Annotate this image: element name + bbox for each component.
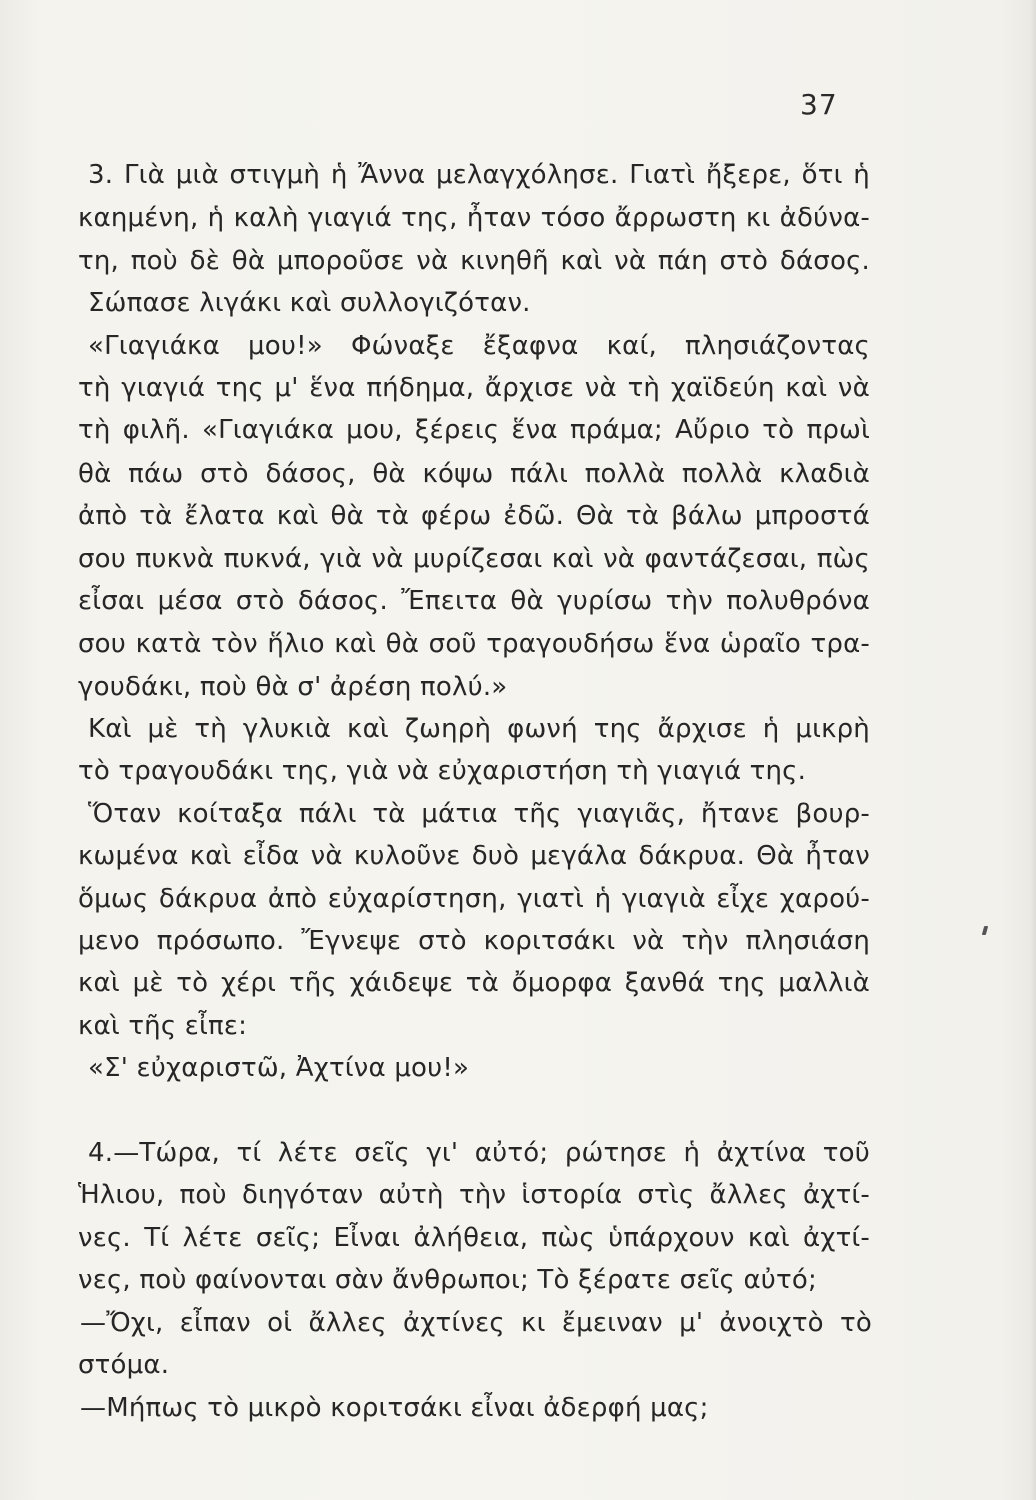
text-line: σου πυκνὰ πυκνά, γιὰ νὰ μυρίζεσαι καὶ νὰ φαντάζεσαι, πὼς [78, 544, 870, 574]
text-line: ἀπὸ τὰ ἔλατα καὶ θὰ τὰ φέρω ἐδῶ. Θὰ τὰ βάλω μπροστά [78, 501, 870, 531]
text-line: «Γιαγιάκα μου!» Φώναξε ἔξαφνα καί, πλησιάζοντας [88, 331, 870, 361]
text-line: τὴ φιλῆ. «Γιαγιάκα μου, ξέρεις ἕνα πράμα; Αὔριο τὸ πρωὶ [78, 415, 870, 445]
text-line: νες, ποὺ φαίνονται σὰν ἄνθρωποι; Τὸ ξέρατε σεῖς αὐτό; [78, 1265, 817, 1295]
text-line: ὅμως δάκρυα ἀπὸ εὐχαρίστηση, γιατὶ ἡ γιαγιὰ εἶχε χαρού- [78, 884, 870, 914]
text-line: τὴ γιαγιά της μ' ἕνα πήδημα, ἄρχισε νὰ τὴ χαϊδεύη καὶ νὰ [78, 373, 870, 403]
text-line: Καὶ μὲ τὴ γλυκιὰ καὶ ζωηρὴ φωνή της ἄρχισε ἡ μικρὴ [88, 714, 870, 744]
page-number: 37 [800, 88, 838, 121]
text-line: σου κατὰ τὸν ἥλιο καὶ θὰ σοῦ τραγουδήσω ἕνα ὡραῖο τρα- [78, 629, 870, 659]
text-line: τη, ποὺ δὲ θὰ μποροῦσε νὰ κινηθῆ καὶ νὰ πάη στὸ δάσος. [78, 246, 870, 276]
text-line: Σώπασε λιγάκι καὶ συλλογιζόταν. [88, 288, 531, 318]
text-line: θὰ πάω στὸ δάσος, θὰ κόψω πάλι πολλὰ πολλὰ κλαδιὰ [78, 459, 870, 489]
text-line: γουδάκι, ποὺ θὰ σ' ἀρέση πολύ.» [78, 672, 508, 702]
text-line: καὶ τῆς εἶπε: [78, 1011, 248, 1041]
text-line: —Ὄχι, εἶπαν οἱ ἄλλες ἀχτίνες κι ἔμειναν μ' ἀνοιχτὸ τὸ [80, 1308, 872, 1338]
text-line: κωμένα καὶ εἶδα νὰ κυλοῦνε δυὸ μεγάλα δάκρυα. Θὰ ἦταν [78, 841, 870, 871]
text-line: καημένη, ἡ καλὴ γιαγιά της, ἦταν τόσο ἄρρωστη κι ἀδύνα- [78, 203, 870, 233]
page-edge-shadow [1030, 0, 1036, 1500]
text-line: στόμα. [78, 1350, 170, 1380]
text-line: 3. Γιὰ μιὰ στιγμὴ ἡ Ἄννα μελαγχόλησε. Γιατὶ ἤξερε, ὅτι ἡ [88, 160, 870, 190]
text-line: καὶ μὲ τὸ χέρι τῆς χάιδεψε τὰ ὄμορφα ξανθά της μαλλιὰ [78, 968, 870, 998]
ink-speck [982, 926, 988, 935]
text-line: τὸ τραγουδάκι της, γιὰ νὰ εὐχαριστήση τὴ γιαγιά της. [78, 756, 807, 786]
text-line: εἶσαι μέσα στὸ δάσος. Ἔπειτα θὰ γυρίσω τὴν πολυθρόνα [78, 586, 870, 616]
text-line: Ὅταν κοίταξα πάλι τὰ μάτια τῆς γιαγιᾶς, ἤτανε βουρ- [88, 799, 870, 829]
text-line: Ἡλιου, ποὺ διηγόταν αὐτὴ τὴν ἱστορία στὶς ἄλλες ἀχτί- [78, 1180, 870, 1210]
text-line: 4.—Τώρα, τί λέτε σεῖς γι' αὐτό; ρώτησε ἡ ἀχτίνα τοῦ [88, 1138, 870, 1168]
text-line: νες. Τί λέτε σεῖς; Εἶναι ἀλήθεια, πὼς ὑπάρχουν καὶ ἀχτί- [78, 1223, 870, 1253]
text-line: —Μήπως τὸ μικρὸ κοριτσάκι εἶναι ἀδερφή μας; [80, 1393, 709, 1423]
text-line: «Σ' εὐχαριστῶ, Ἀχτίνα μου!» [88, 1053, 470, 1083]
text-line: μενο πρόσωπο. Ἔγνεψε στὸ κοριτσάκι νὰ τὴν πλησιάση [78, 926, 870, 956]
